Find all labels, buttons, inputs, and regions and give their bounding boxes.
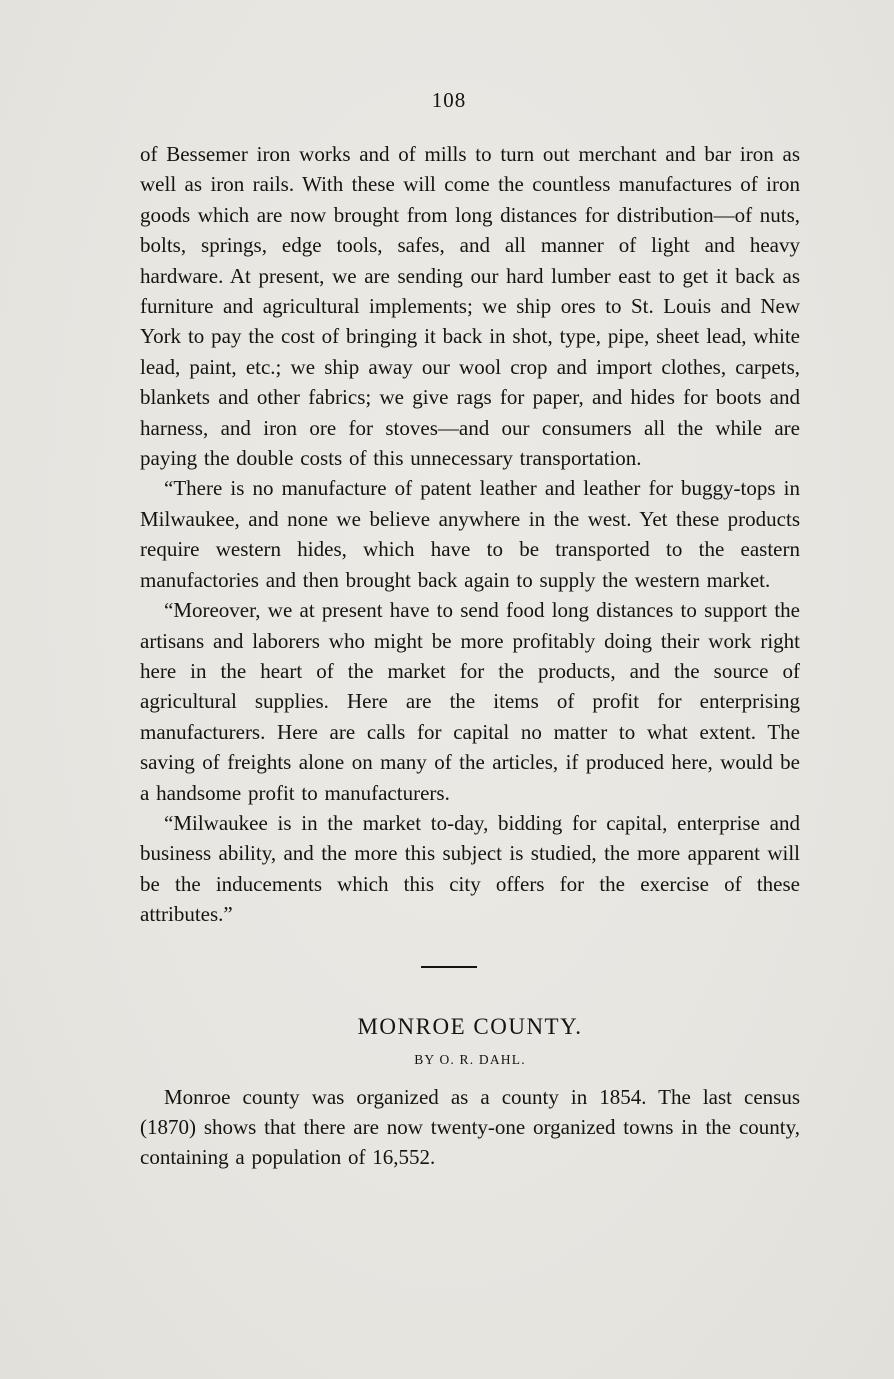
page-number: 108 bbox=[431, 88, 467, 112]
paragraph: “Milwaukee is in the market to-day, bidding for capital, enterprise and business ability, and the more this subject is studied, the more apparent will be the inducements which this city offers for the exercise of these attributes.” bbox=[140, 810, 800, 927]
paragraph: of Bessemer iron works and of mills to turn out merchant and bar iron as well as iron rails. With these will come the countless manufactures of iron goods which are now brought from long distances for distribution—of nuts, bolts, springs, edge tools, safes, and all manner of light and heavy hardware. At present, we are sending our hard lumber east to get it back as furniture and agricultural implements; we ship ores to St. Louis and New York to pay the cost of bringing it back in shot, type, pipe, sheet lead, white lead, paint, etc.; we ship away our wool crop and import clothes, carpets, blankets and other fabrics; we give rags for paper, and hides for boots and harness, and iron ore for stoves—and our consumers all the while are paying the double costs of this unnecessary transportation. bbox=[140, 142, 800, 471]
body-text bbox=[140, 139, 800, 930]
section-monroe-county bbox=[140, 1014, 800, 1173]
section-divider bbox=[421, 966, 477, 968]
section-byline: BY O. R. DAHL. bbox=[414, 1051, 526, 1067]
section-title: MONROE COUNTY. bbox=[357, 1013, 583, 1039]
paragraph: “Moreover, we at present have to send food long distances to support the artisans and laborers who might be more profitably doing their work right here in the heart of the market for the products, and the source of agricultural supplies. Here are the items of profit for enterprising manufacturers. Here are calls for capital no matter to what extent. The saving of freights alone on many of the articles, if produced here, would be a handsome profit to manufacturers. bbox=[140, 598, 800, 805]
paragraph: Monroe county was organized as a county in 1854. The last census (1870) shows that there are now twenty-one organized towns in the county, containing a population of 16,552. bbox=[140, 1084, 800, 1170]
paragraph: “There is no manufacture of patent leather and leather for buggy-tops in Milwaukee, and none we believe anywhere in the west. Yet these products require western hides, which have to be transported to the eastern manufactories and then brought back again to supply the western market. bbox=[140, 476, 800, 592]
